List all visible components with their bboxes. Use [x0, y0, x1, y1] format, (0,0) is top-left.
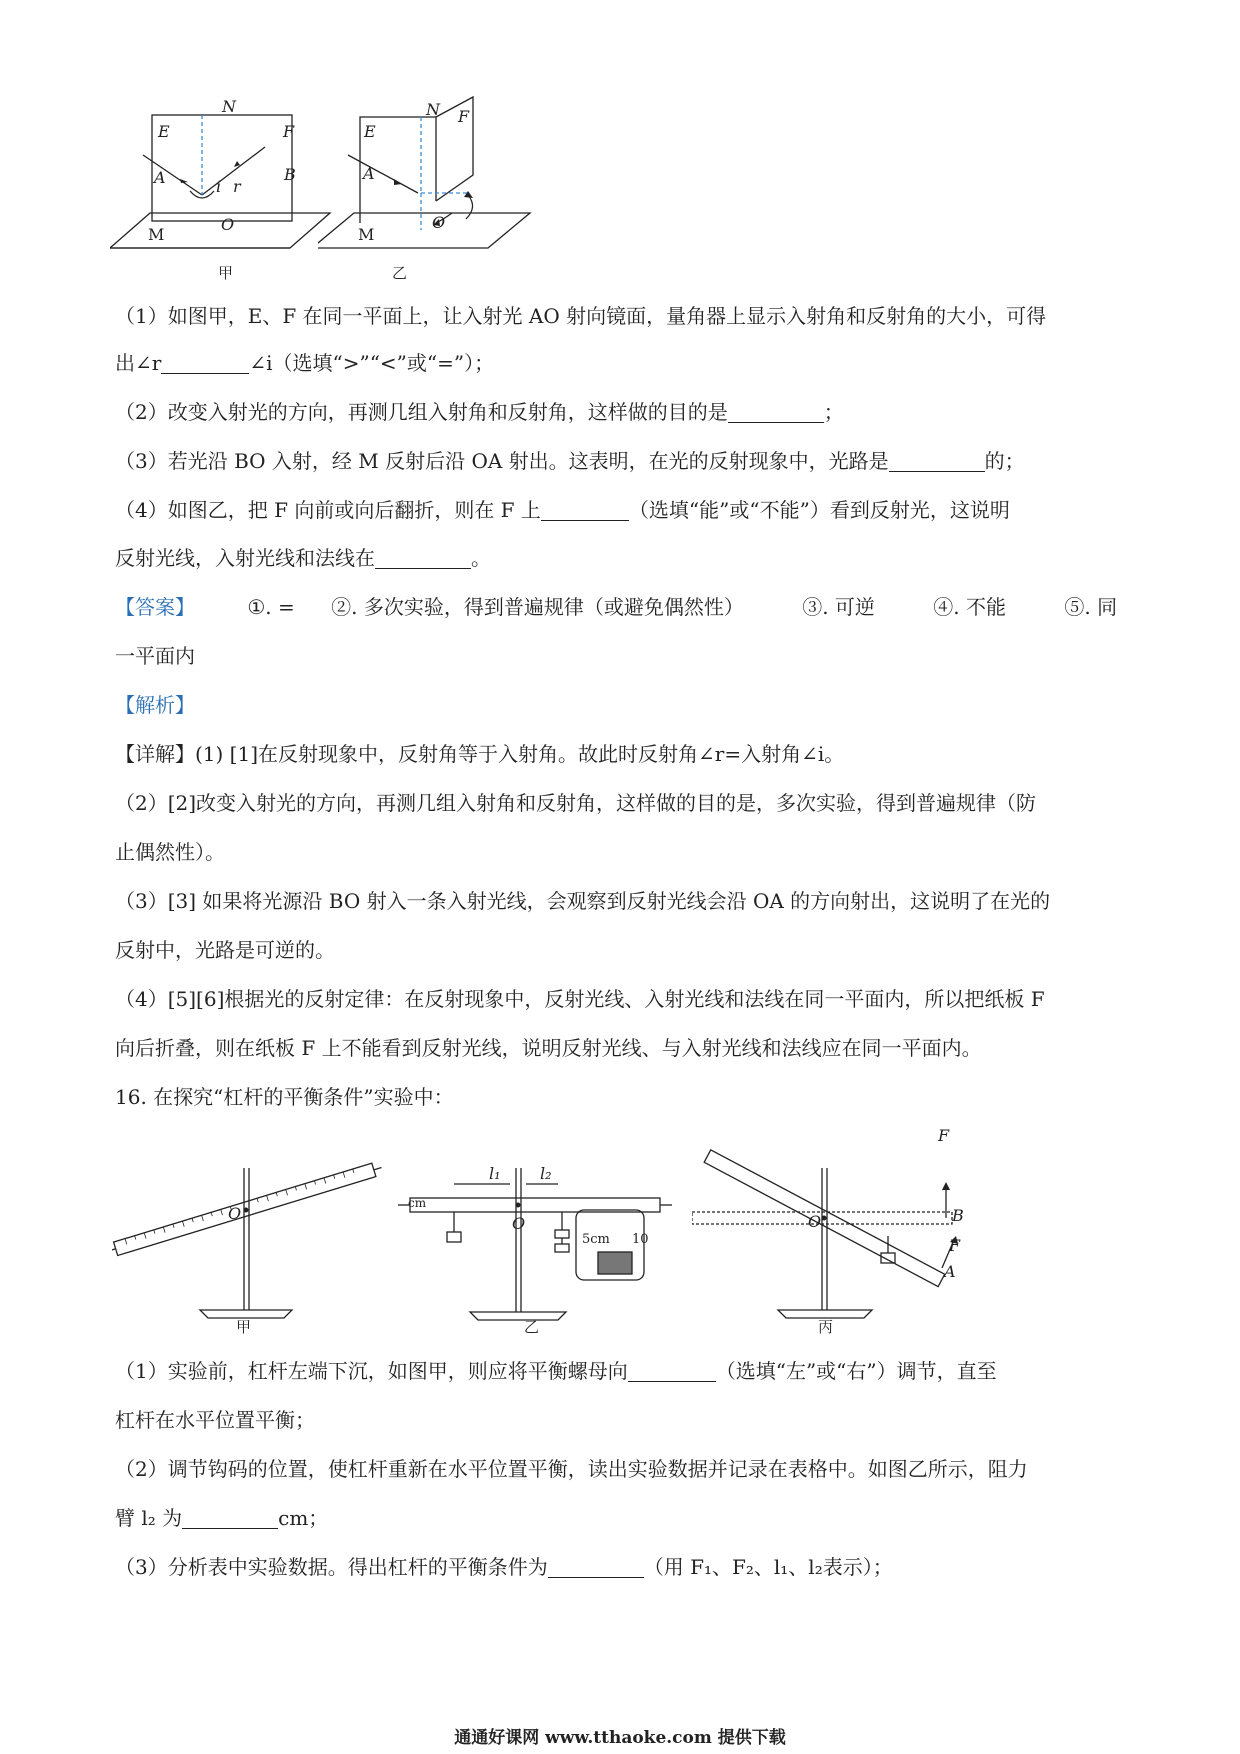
label-n-jia: N: [222, 97, 236, 116]
label-o-lever-yi: O: [512, 1214, 526, 1233]
q16-part1-line2: 杠杆在水平位置平衡；: [115, 1408, 315, 1432]
analysis-detail-2a: （2）[2]改变入射光的方向，再测几组入射角和反射角，这样做的目的是，多次实验，得到普遍规律（防: [115, 791, 1037, 815]
analysis-tag: 【解析】: [115, 693, 195, 717]
answer-blank[interactable]: [541, 500, 629, 521]
figure-reflection-jia: [110, 95, 350, 285]
figure-lever-jia: [112, 1130, 382, 1335]
caption-yi: 乙: [392, 264, 408, 282]
label-i-jia: i: [216, 177, 222, 196]
q16-title: 16. 在探究“杠杆的平衡条件”实验中：: [115, 1085, 454, 1109]
label-m-jia: M: [148, 225, 165, 244]
answer-line1: 【答案】 ①. = ②. 多次实验，得到普遍规律（或避免偶然性） ③. 可逆 ④. 不能 ⑤. 同: [115, 595, 1118, 619]
label-o-jia: O: [221, 215, 235, 234]
analysis-detail-3b: 反射中，光路是可逆的。: [115, 938, 335, 962]
answer-blank[interactable]: [375, 548, 471, 569]
q15-part3: （3）若光沿 BO 入射，经 M 反射后沿 OA 射出。这表明，在光的反射现象中，光路是 的；: [115, 449, 1025, 473]
analysis-detail-4b: 向后折叠，则在纸板 F 上不能看到反射光线，说明反射光线、与入射光线和法线应在同一平面内。: [115, 1036, 982, 1060]
figure-lever-bing: [692, 1118, 977, 1333]
q15-part1-line1: （1）如图甲，E、F 在同一平面上，让入射光 AO 射向镜面，量角器上显示入射角和反射角的大小，可得: [115, 304, 1047, 328]
label-a-jia: A: [154, 168, 166, 187]
label-l1: l₁: [489, 1164, 501, 1183]
label-a-yi: A: [363, 164, 375, 183]
label-n-yi: N: [426, 100, 440, 119]
q15-part4-line2: 反射光线，入射光线和法线在 。: [115, 546, 491, 570]
label-b-jia: B: [284, 165, 296, 184]
answer-blank[interactable]: [182, 1508, 278, 1529]
label-r-jia: r: [233, 177, 241, 196]
figure-reflection-yi: [318, 95, 538, 285]
analysis-detail-1: 【详解】(1) [1]在反射现象中，反射角等于入射角。故此时反射角∠r=入射角∠i。: [115, 742, 845, 766]
caption-jia: 甲: [218, 264, 234, 282]
label-cm-yi: cm: [408, 1196, 427, 1210]
label-m-yi: M: [358, 225, 375, 244]
caption-lever-jia: 甲: [236, 1318, 252, 1336]
q15-part4-line1: （4）如图乙，把 F 向前或向后翻折，则在 F 上 （选填“能”或“不能”）看到反射光，这说明: [115, 498, 1010, 522]
label-f-angled: F: [949, 1236, 961, 1255]
analysis-detail-2b: 止偶然性）。: [115, 840, 225, 864]
label-l2: l₂: [540, 1164, 552, 1183]
q16-part3: （3）分析表中实验数据。得出杠杆的平衡条件为 （用 F₁、F₂、l₁、l₂表示）；: [115, 1555, 893, 1579]
answer-blank[interactable]: [161, 353, 249, 374]
label-a-lever: A: [944, 1262, 956, 1281]
label-f-yi: F: [458, 107, 470, 126]
q15-part2: （2）改变入射光的方向，再测几组入射角和反射角，这样做的目的是 ；: [115, 400, 844, 424]
label-f-jia: F: [283, 122, 295, 141]
label-10: 10: [632, 1232, 649, 1247]
q16-part2-line1: （2）调节钩码的位置，使杠杆重新在水平位置平衡，读出实验数据并记录在表格中。如图乙所示，阻力: [115, 1457, 1028, 1481]
answer-line2: 一平面内: [115, 644, 195, 668]
q16-part2-line2: 臂 l₂ 为 cm；: [115, 1506, 329, 1530]
page-footer: 通通好课网 www.tthaoke.com 提供下载: [454, 1728, 786, 1748]
caption-lever-bing: 丙: [818, 1318, 834, 1336]
label-5cm: 5cm: [582, 1232, 610, 1247]
label-o-lever-bing: O: [808, 1212, 822, 1231]
answer-blank[interactable]: [728, 402, 824, 423]
q15-part1-line2: 出∠r ∠i（选填“>”“<”或“=”）；: [115, 351, 495, 375]
label-o-lever-jia: O: [228, 1204, 242, 1223]
label-e-yi: E: [364, 122, 376, 141]
label-e-jia: E: [158, 122, 170, 141]
label-b-lever: B: [952, 1206, 964, 1225]
label-f-up: F: [938, 1126, 950, 1145]
analysis-detail-3a: （3）[3] 如果将光源沿 BO 射入一条入射光线，会观察到反射光线会沿 OA 的方向射出，这说明了在光的: [115, 889, 1051, 913]
answer-blank[interactable]: [548, 1557, 644, 1578]
analysis-detail-4a: （4）[5][6]根据光的反射定律：在反射现象中，反射光线、入射光线和法线在同一平面内，所以把纸板 F: [115, 987, 1045, 1011]
q16-part1-line1: （1）实验前，杠杆左端下沉，如图甲，则应将平衡螺母向 （选填“左”或“右”）调节，直至: [115, 1359, 997, 1383]
answer-blank[interactable]: [889, 451, 985, 472]
caption-lever-yi: 乙: [524, 1318, 540, 1336]
answer-blank[interactable]: [628, 1361, 716, 1382]
answer-tag: 【答案】: [115, 595, 195, 619]
label-o-yi: O: [432, 213, 446, 232]
